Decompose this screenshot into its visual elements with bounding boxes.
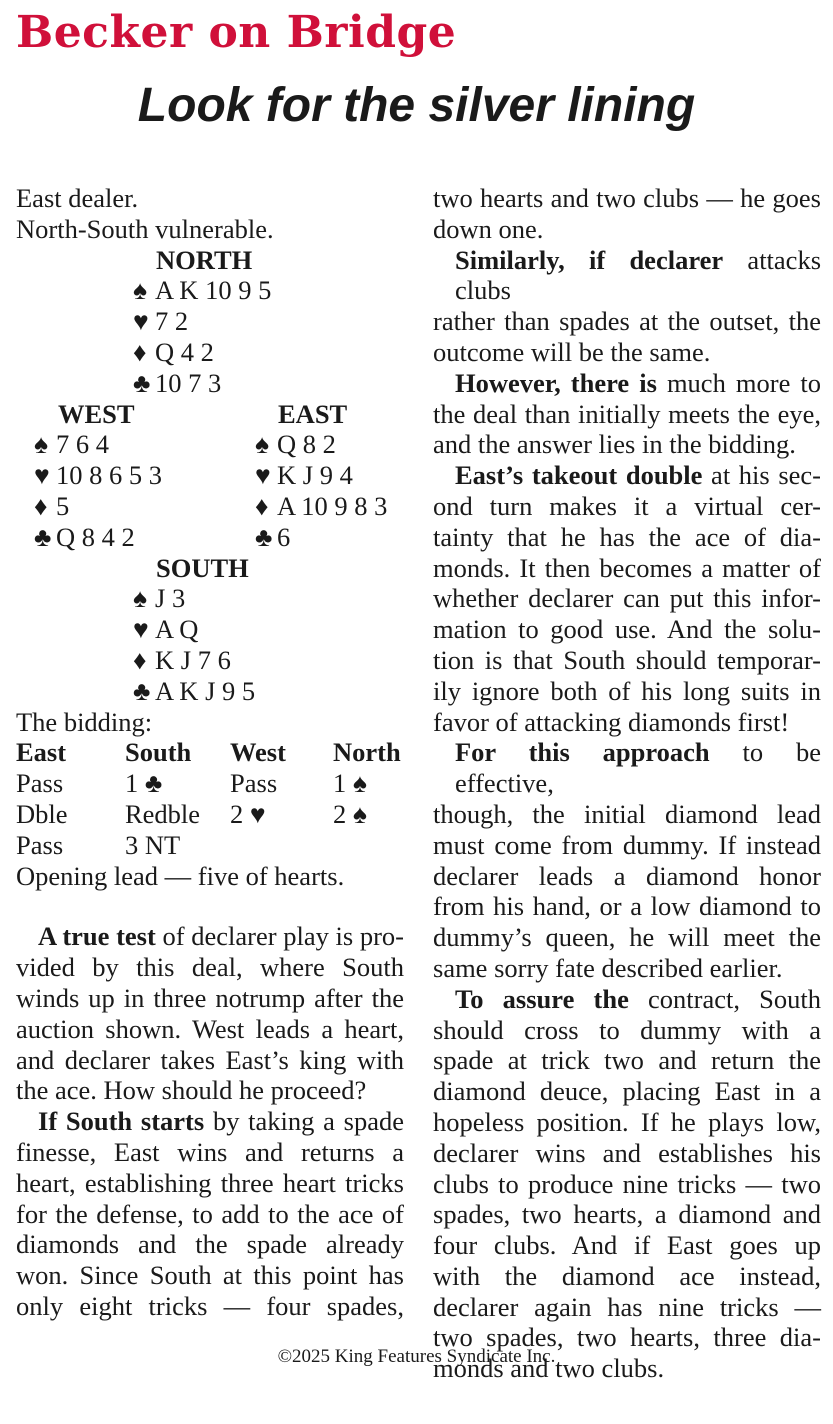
opening-lead: Opening lead — five of hearts.	[16, 860, 345, 891]
article-line: diamonds and the spade already	[16, 1229, 404, 1260]
south-hearts: ♥ A Q	[133, 614, 199, 645]
article-line: for the defense, to add to the ace of	[16, 1198, 404, 1229]
south-spades: ♠ J 3	[133, 583, 186, 614]
article-line: A true test of declarer play is pro-	[38, 921, 404, 952]
article-line: ond turn makes it a virtual cer-	[433, 490, 821, 521]
club-icon: ♣	[255, 521, 273, 552]
article-line: declarer leads a diamond honor	[433, 860, 821, 891]
article-line: from his hand, or a low diamond to	[433, 891, 821, 922]
article-line: tainty that he has the ace of dia-	[433, 521, 821, 552]
diamond-icon: ♦	[255, 490, 269, 521]
article-left-text	[16, 921, 404, 1321]
heart-icon: ♥	[133, 614, 149, 645]
article-line: If South starts by taking a spade	[38, 1106, 404, 1137]
article-line: spade at trick two and return the	[433, 1045, 821, 1076]
east-hearts: ♥ K J 9 4	[255, 460, 353, 491]
bid-cell: Pass	[230, 768, 278, 799]
spade-icon: ♠	[133, 583, 148, 614]
south-clubs: ♣ A K J 9 5	[133, 675, 256, 706]
east-label: EAST	[278, 398, 348, 429]
article-line: two spades, two hearts, three dia-	[433, 1322, 821, 1353]
bidding-row	[16, 799, 404, 830]
article-line: outcome will be the same.	[433, 336, 711, 367]
west-diamonds: ♦ 5	[34, 490, 70, 521]
article-line: same sorry fate described earlier.	[433, 952, 783, 983]
article-line: won. Since South at this point has	[16, 1260, 404, 1291]
article-line: auction shown. West leads a heart,	[16, 1013, 404, 1044]
article-line: To assure the contract, South	[455, 983, 821, 1014]
article-line: though, the initial diamond lead	[433, 798, 821, 829]
article-line: dummy’s queen, he will meet the	[433, 922, 821, 953]
bid-cell: Redble	[125, 798, 201, 829]
masthead: Becker on Bridge	[16, 7, 457, 58]
article-line: tion is that South should temporar-	[433, 644, 821, 675]
west-label: WEST	[58, 398, 135, 429]
article-line: ily ignore both of his long suits in	[433, 675, 821, 706]
deal-diagram	[16, 245, 404, 707]
article-line: rather than spades at the outset, the	[433, 306, 821, 337]
east-diamonds: ♦ A 10 9 8 3	[255, 490, 388, 521]
article-line: However, there is much more to	[455, 367, 821, 398]
bidding-row	[16, 830, 404, 861]
diamond-icon: ♦	[133, 644, 147, 675]
diamond-icon: ♦	[133, 336, 147, 367]
bidding-header: East	[16, 737, 67, 768]
bid-cell: Dble	[16, 798, 68, 829]
article-line: monds and two clubs.	[433, 1353, 665, 1384]
article-line: monds. It then becomes a matter of	[433, 552, 821, 583]
article-line: finesse, East wins and returns a	[16, 1136, 404, 1167]
east-clubs: ♣ 6	[255, 521, 291, 552]
bidding-header: South	[125, 737, 192, 768]
club-icon: ♣	[133, 675, 151, 706]
club-icon: ♣	[34, 521, 52, 552]
article-line: For this approach to be effective,	[455, 737, 821, 799]
spade-icon: ♠	[133, 275, 148, 306]
article-right-text	[433, 183, 821, 1384]
article-line: down one.	[433, 213, 544, 244]
west-clubs: ♣ Q 8 4 2	[34, 521, 135, 552]
article-line: vided by this deal, where South	[16, 952, 404, 983]
bidding-header-row	[16, 737, 404, 768]
north-label: NORTH	[156, 244, 253, 275]
article-line: and the answer lies in the bidding.	[433, 429, 796, 460]
bid-cell: 1 ♠	[333, 768, 367, 799]
east-spades: ♠ Q 8 2	[255, 429, 336, 460]
bidding-header: West	[230, 737, 286, 768]
vulnerability-line: North-South vulnerable.	[16, 213, 274, 244]
bidding-title: The bidding:	[16, 706, 153, 737]
article-line: mation to good use. And the solu-	[433, 614, 821, 645]
headline: Look for the silver lining	[137, 79, 696, 132]
article-line: whether declarer can put this infor-	[433, 583, 821, 614]
north-clubs: ♣ 10 7 3	[133, 367, 222, 398]
right-column	[433, 183, 821, 1384]
bid-cell: 2 ♥	[230, 798, 266, 829]
article-line: must come from dummy. If instead	[433, 829, 821, 860]
article-line: spades, two hearts, a diamond and	[433, 1199, 821, 1230]
heart-icon: ♥	[255, 460, 271, 491]
copyright: ©2025 King Features Syndicate Inc.	[277, 1346, 556, 1367]
article-line: diamond deuce, placing East in a	[433, 1076, 821, 1107]
article-line: declarer again has nine tricks —	[433, 1291, 821, 1322]
north-hearts: ♥ 7 2	[133, 306, 189, 337]
heart-icon: ♥	[133, 306, 149, 337]
bid-cell: 3 NT	[125, 829, 181, 860]
article-line: the ace. How should he proceed?	[16, 1075, 367, 1106]
dealer-line: East dealer.	[16, 183, 139, 213]
article-line: favor of attacking diamonds first!	[433, 706, 790, 737]
spade-icon: ♠	[255, 429, 270, 460]
article-line: declarer wins and establishes his	[433, 1137, 821, 1168]
article-line: only eight tricks — four spades,	[16, 1290, 404, 1321]
article-line: winds up in three notrump after the	[16, 982, 404, 1013]
bidding-row	[16, 768, 404, 799]
article-line: heart, establishing three heart tricks	[16, 1167, 404, 1198]
heart-icon: ♥	[34, 460, 50, 491]
west-spades: ♠ 7 6 4	[34, 429, 109, 460]
article-line: Similarly, if declarer attacks clubs	[455, 244, 822, 306]
left-column	[16, 183, 404, 1322]
bid-cell: 1 ♣	[125, 768, 163, 799]
article-line: four clubs. And if East goes up	[433, 1230, 821, 1261]
south-diamonds: ♦ K J 7 6	[133, 644, 231, 675]
article-line: and declarer takes East’s king with	[16, 1044, 404, 1075]
bid-cell: Pass	[16, 768, 64, 799]
bid-cell: 2 ♠	[333, 798, 367, 829]
bidding-header: North	[333, 737, 401, 768]
north-spades: ♠ A K 10 9 5	[133, 275, 272, 306]
article-line: two hearts and two clubs — he goes	[433, 183, 821, 213]
diamond-icon: ♦	[34, 490, 48, 521]
article-line: with the diamond ace instead,	[433, 1260, 821, 1291]
bid-cell: Pass	[16, 829, 64, 860]
club-icon: ♣	[133, 367, 151, 398]
south-label: SOUTH	[156, 552, 249, 583]
article-line: the deal than initially meets the eye,	[433, 398, 821, 429]
article-line: hopeless position. If he plays low,	[433, 1106, 821, 1137]
article-line: clubs to produce nine tricks — two	[433, 1168, 821, 1199]
article-line: should cross to dummy with a	[433, 1014, 821, 1045]
spade-icon: ♠	[34, 429, 49, 460]
north-diamonds: ♦ Q 4 2	[133, 336, 214, 367]
article-line: East’s takeout double at his sec-	[455, 460, 821, 491]
west-hearts: ♥ 10 8 6 5 3	[34, 460, 162, 491]
